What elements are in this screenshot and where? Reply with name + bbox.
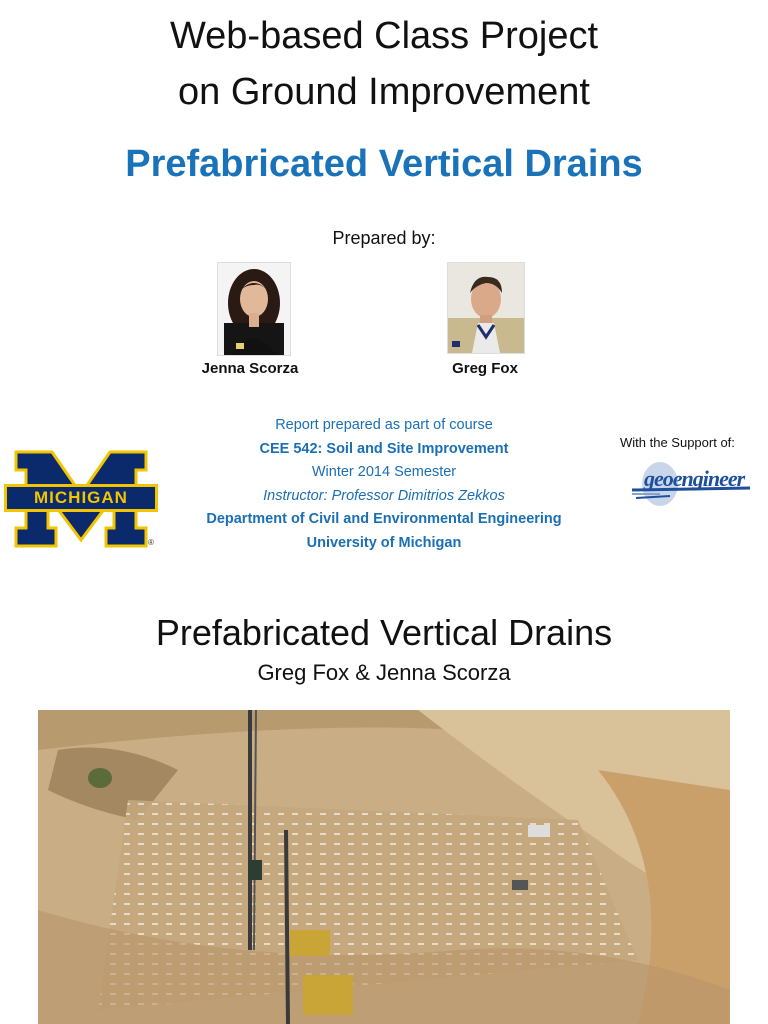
course-department: Department of Civil and Environmental Engineering (206, 511, 562, 527)
course-university: University of Michigan (306, 534, 462, 551)
support-label: With the Support of: (620, 435, 735, 450)
registered-mark: ® (148, 538, 154, 547)
construction-site-photo (38, 710, 730, 1024)
section-authors: Greg Fox & Jenna Scorza (257, 660, 511, 685)
course-instructor: Instructor: Professor Dimitrios Zekkos (263, 487, 505, 504)
author-photo-greg (447, 262, 525, 354)
section-title: Prefabricated Vertical Drains (155, 612, 613, 653)
prepared-by-label: Prepared by: (332, 228, 436, 248)
geoengineer-logo (630, 458, 756, 510)
author-name-jenna: Jenna Scorza (201, 360, 299, 377)
michigan-logo-text: MICHIGAN (34, 488, 128, 507)
geoengineer-logo-text: geoengineer (644, 466, 745, 491)
page-subtitle: Prefabricated Vertical Drains (125, 143, 643, 185)
page-title (0, 8, 768, 120)
author-name-greg: Greg Fox (452, 360, 518, 377)
course-line-3: Winter 2014 Semester (311, 464, 457, 480)
course-line-2: CEE 542: Soil and Site Improvement (259, 440, 509, 457)
title-line-2: on Ground Improvement (178, 71, 590, 113)
title-line-1: Web-based Class Project (169, 15, 599, 57)
course-line-1: Report prepared as part of course (275, 417, 493, 433)
author-photo-jenna (217, 262, 291, 356)
